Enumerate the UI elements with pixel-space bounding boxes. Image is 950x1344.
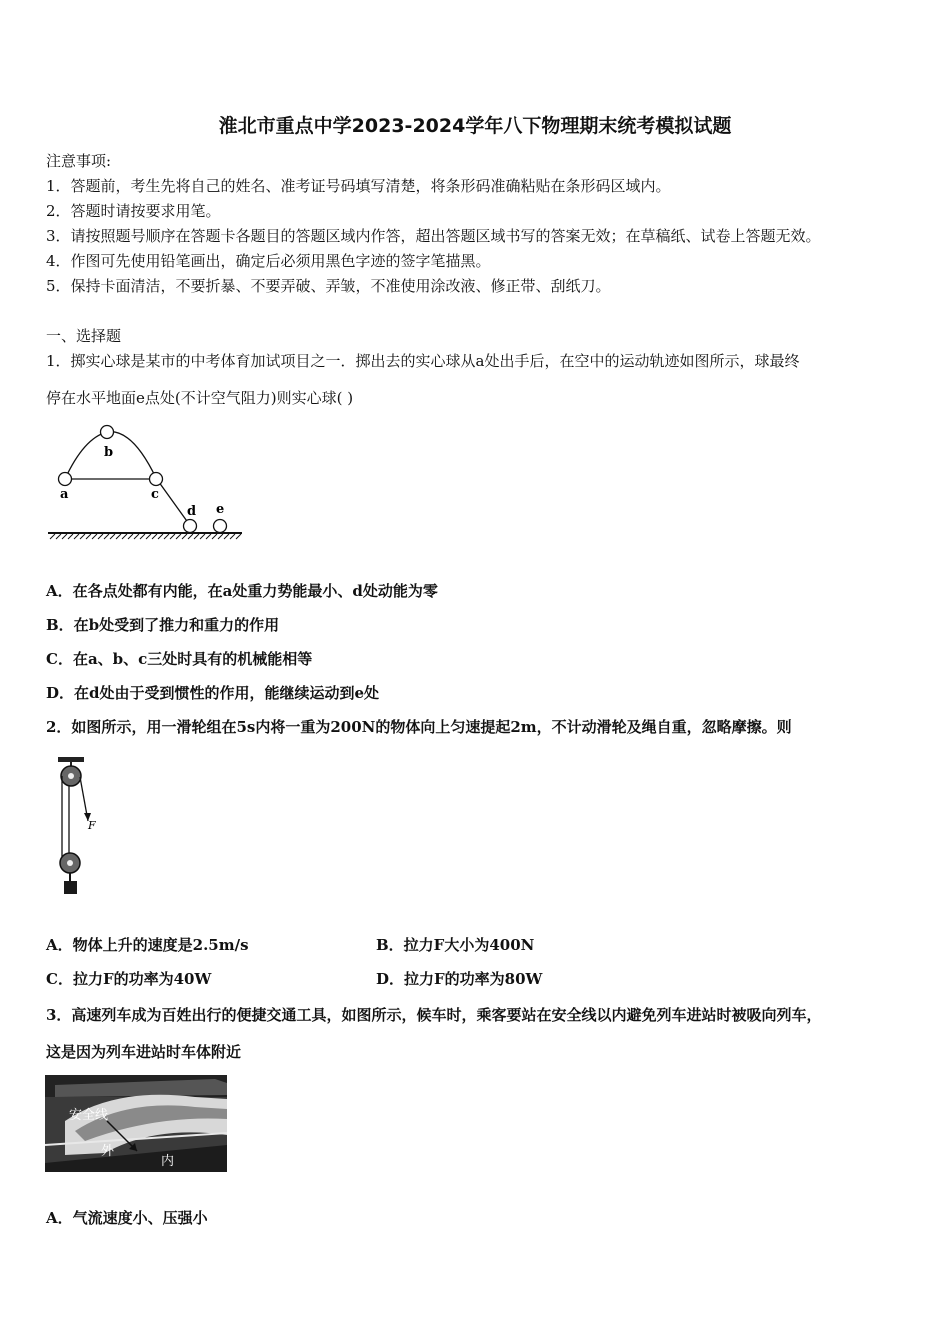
q1-stem-line2: 停在水平地面e点处(不计空气阻力)则实心球( ) (46, 389, 354, 407)
ball-a (59, 473, 72, 486)
trajectory-curve (65, 432, 189, 524)
notice-item-5: 5．保持卡面清洁，不要折暴、不要弄破、弄皱，不准使用涂改液、修正带、刮纸刀。 (46, 277, 611, 295)
q1-option-c: C．在a、b、c三处时具有的机械能相等 (46, 650, 313, 668)
label-c: c (151, 487, 159, 502)
notice-item-2: 2．答题时请按要求用笔。 (46, 202, 221, 220)
label-b: b (104, 445, 114, 460)
photo-label-outside: 外 (101, 1144, 115, 1159)
label-d: d (187, 504, 197, 519)
ball-c (150, 473, 163, 486)
ball-e (214, 520, 227, 533)
q3-option-a: A．气流速度小、压强小 (46, 1209, 208, 1227)
ball-b (101, 426, 114, 439)
notice-item-1: 1．答题前，考生先将自己的姓名、准考证号码填写清楚，将条形码准确粘贴在条形码区域内。 (46, 177, 671, 195)
ball-d (184, 520, 197, 533)
q3-stem-line1: 3．高速列车成为百姓出行的便捷交通工具，如图所示，候车时，乘客要站在安全线以内避免列车进站时被吸向列车， (46, 1006, 822, 1024)
ground-hatching (50, 534, 241, 539)
label-e: e (216, 502, 225, 517)
section-heading: 一、选择题 (46, 327, 122, 345)
q1-stem-line1: 1．掷实心球是某市的中考体育加试项目之一．掷出去的实心球从a处出手后，在空中的运动轨迹如图所示，球最终 (46, 352, 800, 370)
q2-pulley-figure (50, 755, 110, 897)
notice-item-3: 3．请按照题号顺序在答题卡各题目的答题区域内作答，超出答题区域书写的答案无效；在草稿纸、试卷上答题无效。 (46, 227, 821, 245)
q1-option-b: B．在b处受到了推力和重力的作用 (46, 616, 280, 634)
notice-heading: 注意事项: (46, 152, 112, 170)
q2-stem: 2．如图所示，用一滑轮组在5s内将一重为200N的物体向上匀速提起2m，不计动滑轮及绳自重，忽略摩擦。则 (46, 718, 792, 736)
train-platform-photo (45, 1075, 227, 1172)
ceiling-mount (58, 757, 84, 762)
q1-trajectory-figure (44, 420, 246, 544)
label-a: a (60, 487, 69, 502)
photo-label-safety-line: 安全线 (69, 1108, 109, 1123)
notice-item-4: 4．作图可先使用铅笔画出，确定后必须用黑色字迹的签字笔描黑。 (46, 252, 491, 270)
q1-option-d: D．在d处由于受到惯性的作用，能继续运动到e处 (46, 684, 380, 702)
q2-option-d: D．拉力F的功率为80W (376, 970, 543, 988)
q3-stem-line2: 这是因为列车进站时车体附近 (46, 1043, 242, 1061)
q2-option-c: C．拉力F的功率为40W (46, 970, 212, 988)
q2-option-a: A．物体上升的速度是2.5m/s (46, 936, 249, 954)
force-label: F (88, 819, 96, 832)
photo-label-inside: 内 (161, 1154, 175, 1169)
q1-option-a: A．在各点处都有内能，在a处重力势能最小、d处动能为零 (46, 582, 438, 600)
page-title: 淮北市重点中学2023-2024学年八下物理期末统考模拟试题 (218, 115, 732, 137)
load-block (64, 881, 77, 894)
q2-option-b: B．拉力F大小为400N (376, 936, 535, 954)
